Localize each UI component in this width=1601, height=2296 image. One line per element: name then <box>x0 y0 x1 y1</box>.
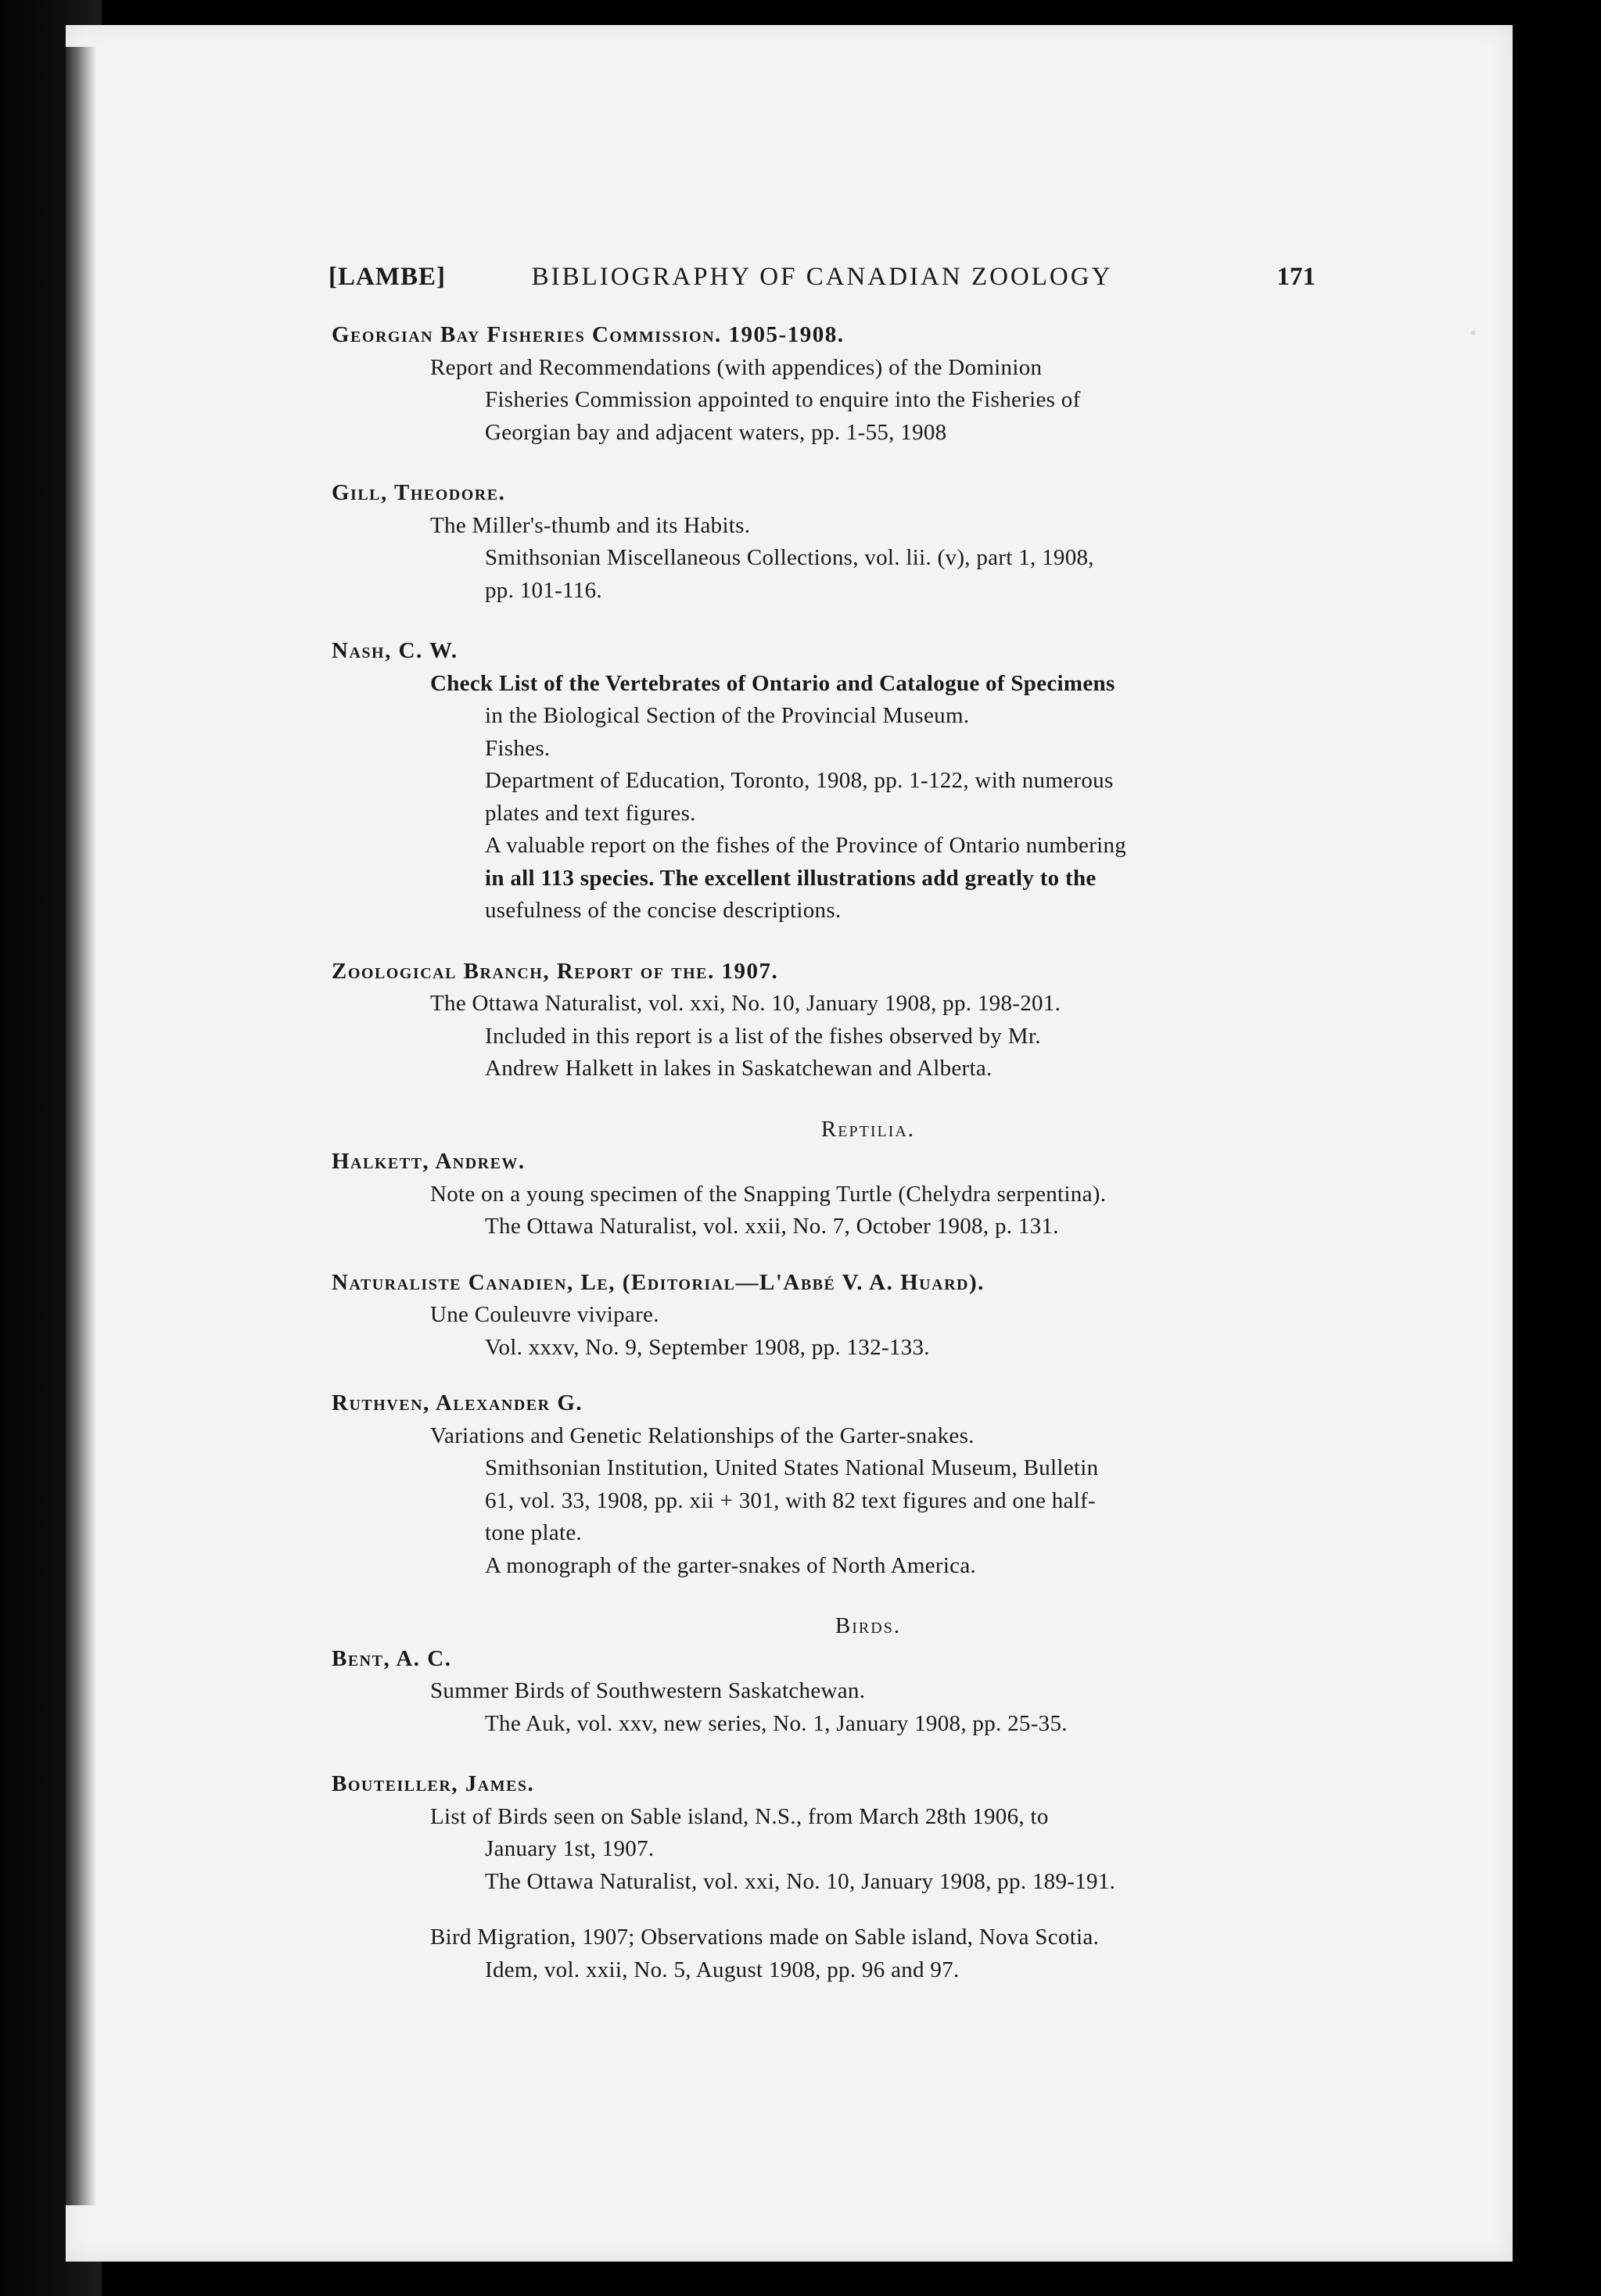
entry-author: Halkett, Andrew. <box>332 1149 526 1174</box>
entry-author: Ruthven, Alexander G. <box>332 1390 583 1415</box>
entry-line: Smithsonian Miscellaneous Collections, vol. lii. (v), part 1, 1908, <box>485 545 1094 570</box>
entry-line: Check List of the Vertebrates of Ontario and Catalogue of Specimens <box>430 670 1115 696</box>
entry-line: Une Couleuvre vivipare. <box>430 1302 659 1327</box>
header-author-tag: [LAMBE] <box>328 263 446 291</box>
entry-line: The Miller's-thumb and its Habits. <box>430 512 751 538</box>
entry-line: A valuable report on the fishes of the Province of Ontario numbering <box>485 833 1127 858</box>
entry-author: Bent, A. C. <box>332 1645 452 1671</box>
entry-line: Bird Migration, 1907; Observations made on Sable island, Nova Scotia. <box>430 1925 1100 1950</box>
entry-line: January 1st, 1907. <box>485 1836 655 1861</box>
entry-line: The Ottawa Naturalist, vol. xxi, No. 10, January 1908, pp. 198-201. <box>430 991 1061 1016</box>
bibliography-entry <box>328 1267 1314 1365</box>
entry-line: List of Birds seen on Sable island, N.S., from March 28th 1906, to <box>430 1803 1049 1829</box>
entry-line: The Ottawa Naturalist, vol. xxi, No. 10, January 1908, pp. 189-191. <box>485 1868 1116 1894</box>
entry-line: Report and Recommendations (with appendices) of the Dominion <box>430 354 1043 380</box>
entry-line: Department of Education, Toronto, 1908, pp. 1-122, with numerous <box>485 768 1114 793</box>
entry-author: Nash, C. W. <box>332 638 458 663</box>
entry-line: Note on a young specimen of the Snapping Turtle (Chelydra serpentina). <box>430 1181 1107 1207</box>
entry-line: Summer Birds of Southwestern Saskatchewan. <box>430 1678 866 1703</box>
entry-line: plates and text figures. <box>485 800 696 826</box>
entry-line: Fishes. <box>485 735 551 761</box>
header-title: BIBLIOGRAPHY OF CANADIAN ZOOLOGY <box>531 263 1113 291</box>
bibliography-entry <box>328 477 1314 607</box>
entry-line: Idem, vol. xxii, No. 5, August 1908, pp. 96 and 97. <box>485 1957 960 1982</box>
entry-line: tone plate. <box>485 1520 583 1545</box>
entry-author: Gill, Theodore. <box>332 480 506 505</box>
entry-line: Smithsonian Institution, United States National Museum, Bulletin <box>485 1455 1099 1480</box>
entry-line: The Ottawa Naturalist, vol. xxii, No. 7, October 1908, p. 131. <box>485 1214 1059 1239</box>
bibliography-entry <box>328 1643 1314 1741</box>
entry-author: Naturaliste Canadien, Le, (Editorial—L'Abbé V. A. Huard). <box>332 1269 985 1295</box>
entry-line: Included in this report is a list of the fishes observed by Mr. <box>485 1023 1041 1049</box>
entry-line: Georgian bay and adjacent waters, pp. 1-55, 1908 <box>485 419 947 445</box>
bibliography-entry <box>328 1387 1314 1582</box>
entry-line: Andrew Halkett in lakes in Saskatchewan and Alberta. <box>485 1056 993 1081</box>
entry-line: 61, vol. 33, 1908, pp. xii + 301, with 82 text figures and one half- <box>485 1487 1096 1513</box>
running-header <box>328 263 1316 302</box>
entry-line: Variations and Genetic Relationships of the Garter-snakes. <box>430 1422 975 1448</box>
bibliography-entry <box>328 1146 1314 1243</box>
scan-speck: • <box>1469 324 1478 343</box>
entry-author: Bouteiller, James. <box>332 1771 535 1796</box>
entry-line: in the Biological Section of the Provincial Museum. <box>485 703 970 728</box>
bibliography-body <box>328 319 1314 1986</box>
entry-author: Zoological Branch, Report of the. 1907. <box>332 958 779 984</box>
entry-line: A monograph of the garter-snakes of North America. <box>485 1552 977 1578</box>
entry-line: The Auk, vol. xxv, new series, No. 1, January 1908, pp. 25-35. <box>485 1710 1068 1736</box>
scan-right-margin <box>1513 0 1601 2296</box>
bibliography-entry <box>328 1768 1314 1986</box>
section-heading-reptilia: Reptilia. <box>820 1116 916 1142</box>
entry-line: Fisheries Commission appointed to enquire into the Fisheries of <box>485 387 1081 412</box>
entry-line: pp. 101-116. <box>485 577 602 603</box>
bibliography-entry <box>328 956 1314 1085</box>
section-heading-birds: Birds. <box>835 1613 902 1638</box>
entry-line: Vol. xxxv, No. 9, September 1908, pp. 132-133. <box>485 1334 930 1360</box>
entry-author: Georgian Bay Fisheries Commission. 1905-1908. <box>332 322 845 347</box>
entry-line: in all 113 species. The excellent illustrations add greatly to the <box>485 865 1097 891</box>
page-gutter-shadow <box>66 47 97 2205</box>
bibliography-entry <box>328 635 1314 927</box>
entry-line: usefulness of the concise descriptions. <box>485 898 842 923</box>
bibliography-entry <box>328 319 1314 449</box>
page-number: 171 <box>1276 263 1316 291</box>
